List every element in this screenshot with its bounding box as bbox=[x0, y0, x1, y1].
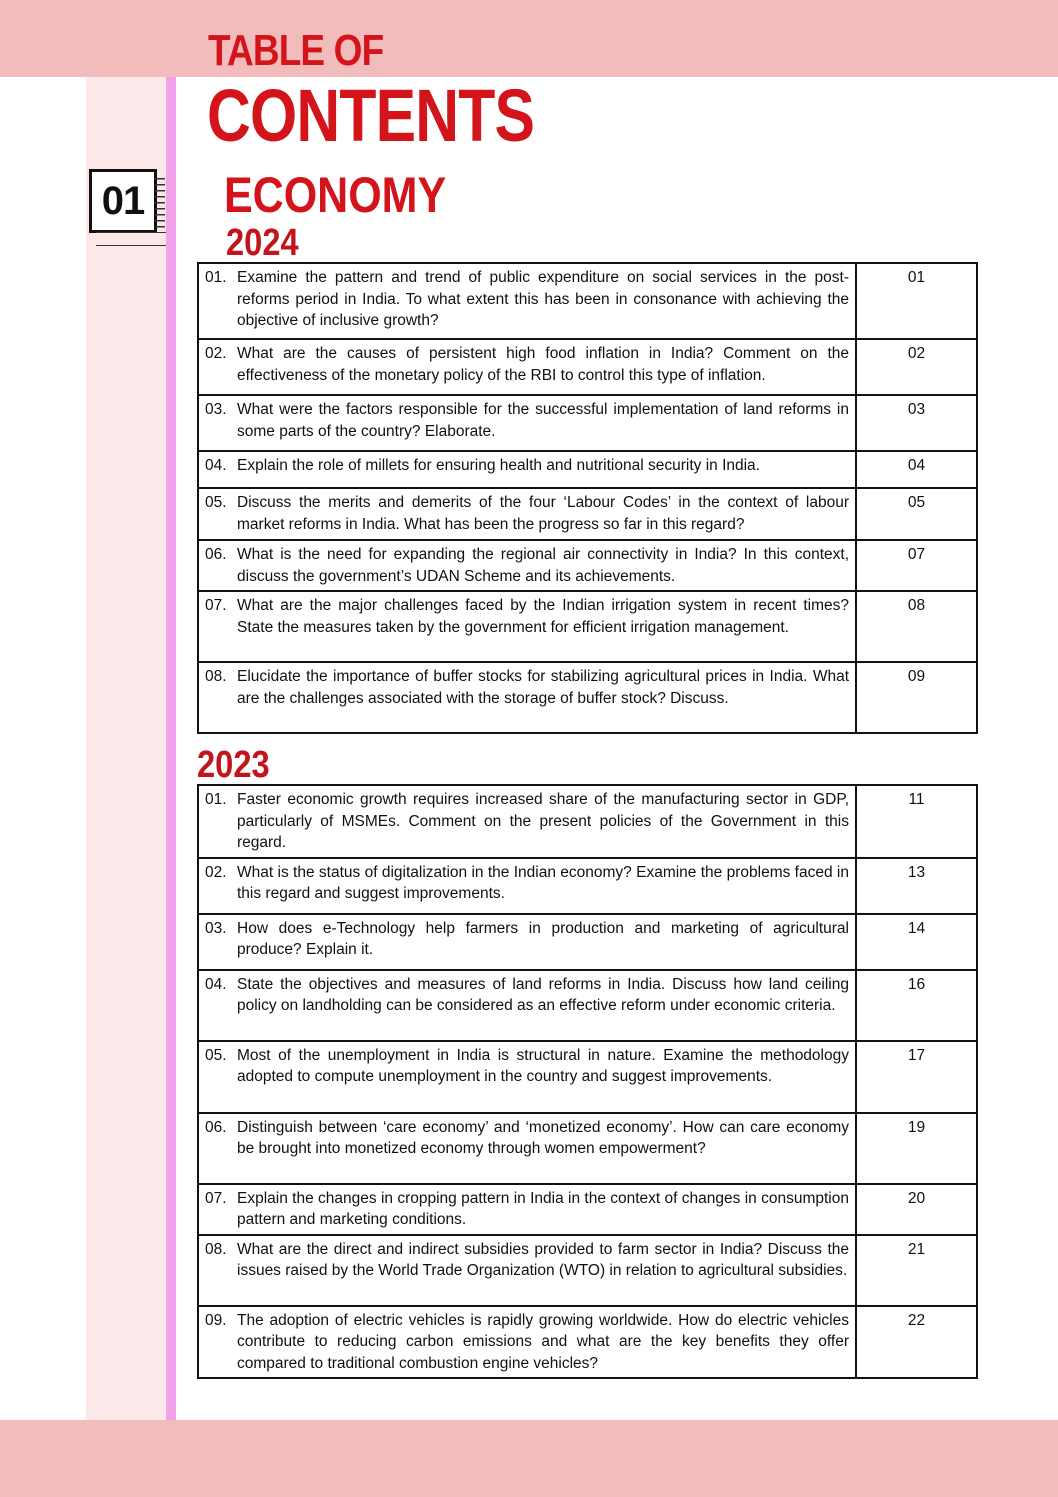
page-number: 01 bbox=[856, 263, 977, 339]
table-row[interactable] bbox=[198, 785, 977, 858]
page-number: 14 bbox=[856, 914, 977, 970]
question-text: What is the need for expanding the regional air connectivity in India? In this context, discuss the government’s UDAN Scheme and its achievements. bbox=[237, 546, 849, 585]
page-number: 04 bbox=[856, 451, 977, 488]
table-row[interactable] bbox=[198, 263, 977, 339]
question-text: Faster economic growth requires increased share of the manufacturing sector in GDP, particularly of MSMEs. Comment on the present policies of the Government in this regard. bbox=[237, 791, 849, 851]
page-number: 19 bbox=[856, 1113, 977, 1184]
table-row[interactable] bbox=[198, 1041, 977, 1113]
page-number: 21 bbox=[856, 1235, 977, 1306]
table-row[interactable] bbox=[198, 662, 977, 733]
chapter-number: 01 bbox=[101, 178, 145, 223]
question-text: The adoption of electric vehicles is rapidly growing worldwide. How do electric vehicles contribute to reducing carbon emissions and what are the key benefits they offer compared to traditional combustion engine vehicles? bbox=[237, 1311, 849, 1372]
question-text: How does e-Technology help farmers in production and marketing of agricultural produce? Explain it. bbox=[237, 919, 849, 958]
page-number: 16 bbox=[856, 970, 977, 1041]
table-row[interactable] bbox=[198, 1113, 977, 1184]
table-row[interactable] bbox=[198, 488, 977, 540]
page-number: 05 bbox=[856, 488, 977, 540]
question-text: Distinguish between ‘care economy’ and ‘monetized economy’. How can care economy be brought into monetized economy through women empowerment? bbox=[237, 1118, 849, 1157]
page-number: 09 bbox=[856, 662, 977, 733]
page-number: 07 bbox=[856, 540, 977, 591]
question-text: What are the direct and indirect subsidies provided to farm sector in India? Discuss the issues raised by the World Trade Organization (WTO) in relation to agricultural subsidies. bbox=[237, 1240, 849, 1279]
question-number: 05. bbox=[205, 494, 227, 511]
section-year-2024: 2024 bbox=[226, 222, 299, 264]
question-number: 09. bbox=[205, 1311, 227, 1329]
question-number: 01. bbox=[205, 269, 227, 286]
question-number: 06. bbox=[205, 546, 227, 563]
question-text: What are the causes of persistent high food inflation in India? Comment on the effectiveness of the monetary policy of the RBI to control this type of inflation. bbox=[237, 345, 849, 384]
page-number: 02 bbox=[856, 339, 977, 395]
toc-table-2023 bbox=[197, 784, 978, 1379]
chapter-underline-decoration bbox=[96, 232, 166, 246]
top-band bbox=[0, 0, 1058, 77]
question-text: State the objectives and measures of land reforms in India. Discuss how land ceiling policy on landholding can be considered as an effective reform under economic criteria. bbox=[237, 975, 849, 1014]
question-number: 02. bbox=[205, 345, 227, 362]
question-number: 06. bbox=[205, 1118, 227, 1136]
question-number: 03. bbox=[205, 401, 227, 418]
side-panel bbox=[86, 77, 166, 1420]
table-row[interactable] bbox=[198, 914, 977, 970]
question-text: Most of the unemployment in India is structural in nature. Examine the methodology adopted to compute unemployment in the country and suggest improvements. bbox=[237, 1046, 849, 1085]
question-text: Elucidate the importance of buffer stocks for stabilizing agricultural prices in India. What are the challenges associated with the storage of buffer stock? Discuss. bbox=[237, 668, 849, 707]
table-row[interactable] bbox=[198, 540, 977, 591]
page-number: 03 bbox=[856, 395, 977, 451]
table-row[interactable] bbox=[198, 395, 977, 451]
page-number: 11 bbox=[856, 785, 977, 858]
question-text: Explain the changes in cropping pattern in India in the context of changes in consumption pattern and marketing conditions. bbox=[237, 1189, 849, 1228]
table-row[interactable] bbox=[198, 339, 977, 395]
question-number: 04. bbox=[205, 975, 227, 993]
table-row[interactable] bbox=[198, 1235, 977, 1306]
chapter-number-box bbox=[89, 169, 157, 233]
table-row[interactable] bbox=[198, 1306, 977, 1379]
question-number: 05. bbox=[205, 1046, 227, 1064]
question-text: What is the status of digitalization in the Indian economy? Examine the problems faced in this regard and suggest improvements. bbox=[237, 863, 849, 902]
table-row[interactable] bbox=[198, 1184, 977, 1235]
question-number: 08. bbox=[205, 668, 227, 685]
page-title-line1: TABLE OF bbox=[208, 26, 384, 75]
page-number: 17 bbox=[856, 1041, 977, 1113]
table-row[interactable] bbox=[198, 970, 977, 1041]
page-number: 22 bbox=[856, 1306, 977, 1379]
question-number: 03. bbox=[205, 919, 227, 937]
question-text: Discuss the merits and demerits of the four ‘Labour Codes’ in the context of labour market reforms in India. What has been the progress so far in this regard? bbox=[237, 494, 849, 533]
question-text: Explain the role of millets for ensuring health and nutritional security in India. bbox=[237, 457, 760, 474]
question-number: 02. bbox=[205, 863, 227, 881]
chapter-side-lines-decoration bbox=[155, 178, 165, 228]
question-number: 01. bbox=[205, 791, 227, 808]
toc-table-2024 bbox=[197, 262, 978, 734]
bottom-band bbox=[0, 1420, 1058, 1497]
chapter-name: ECONOMY bbox=[224, 167, 447, 223]
side-stripe bbox=[166, 77, 176, 1420]
question-number: 04. bbox=[205, 457, 227, 474]
question-number: 07. bbox=[205, 1189, 227, 1207]
table-row[interactable] bbox=[198, 451, 977, 488]
question-text: What are the major challenges faced by the Indian irrigation system in recent times? State the measures taken by the government for efficient irrigation management. bbox=[237, 597, 849, 636]
page-number: 08 bbox=[856, 591, 977, 662]
page-title-line2: CONTENTS bbox=[207, 74, 535, 157]
table-row[interactable] bbox=[198, 858, 977, 914]
question-number: 08. bbox=[205, 1240, 227, 1258]
table-row[interactable] bbox=[198, 591, 977, 662]
question-text: What were the factors responsible for the successful implementation of land reforms in some parts of the country? Elaborate. bbox=[237, 401, 849, 440]
page-number: 13 bbox=[856, 858, 977, 914]
question-text: Examine the pattern and trend of public expenditure on social services in the post-reforms period in India. To what extent this has been in consonance with achieving the objective of inclusive growth? bbox=[237, 269, 849, 329]
page-number: 20 bbox=[856, 1184, 977, 1235]
section-year-2023: 2023 bbox=[197, 744, 270, 786]
question-number: 07. bbox=[205, 597, 227, 614]
